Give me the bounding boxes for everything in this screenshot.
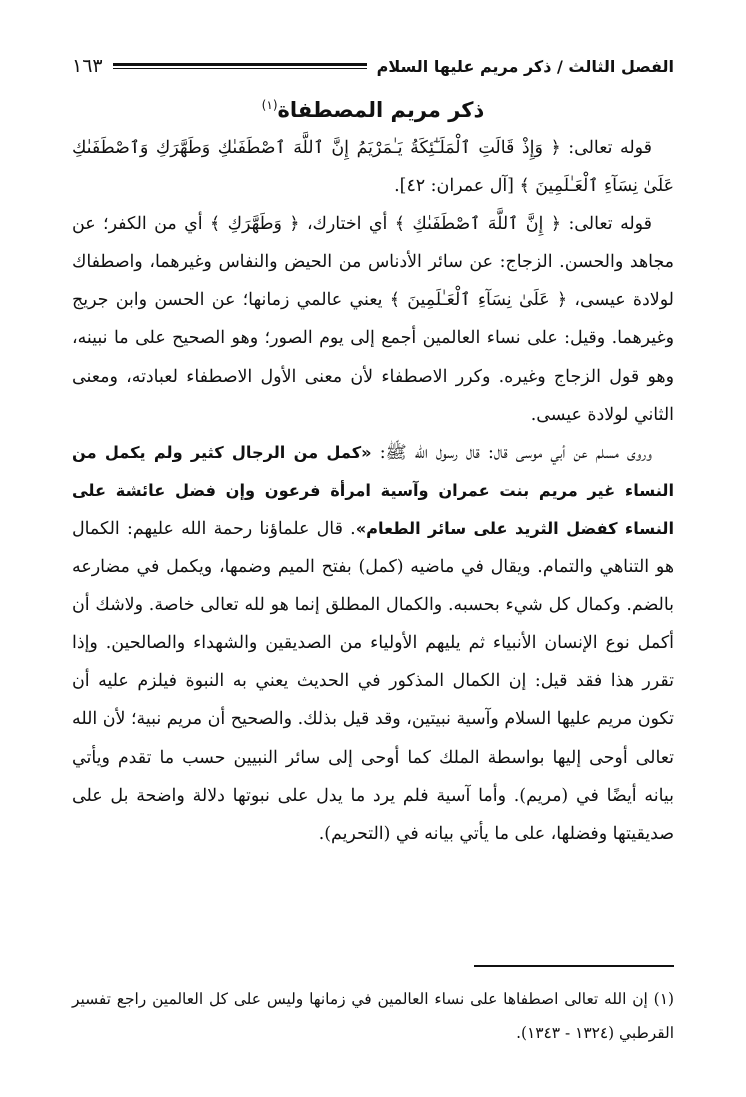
- footnote: [72, 982, 674, 1050]
- section-title: [0, 88, 746, 127]
- paragraph-verse: [72, 129, 674, 205]
- paragraph-tafsir: [72, 205, 674, 434]
- quran-verse: ﴿ وَإِذْ قَالَتِ ٱلْمَلَـٰٓئِكَةُ يَـٰمَرْيَمُ إِنَّ ٱللَّهَ ٱصْطَفَىٰكِ وَطَهَّرَكِ وَٱصْطَفَىٰكِ عَلَىٰ نِسَآءِ ٱلْعَـٰلَمِينَ ﴾: [72, 138, 674, 197]
- chapter-title: الفصل الثالث / ذكر مريم عليها السلام: [376, 56, 674, 76]
- footnote-rule: [474, 965, 674, 967]
- header-rule: [113, 63, 367, 69]
- section-title-text: ذكر مريم المصطفاة: [277, 98, 485, 122]
- paragraph-text: . قال علماؤنا رحمة الله عليهم: الكمال هو التناهي والتمام. ويقال في ماضيه (كمل) بفتح الميم وضمها، ويكمل في مضارعه بالضم. وكمال كل شيء بحسبه. والكمال المطلق إنما هو لله تعالى خاصة. ولاشك أن أكمل نوع الإنسان الأنبياء ثم يليهم الأولياء من الصديقين والشهداء والصالحين. وإذا تقرر هذا فقد قيل: إن الكمال المذكور في الحديث يعني به النبوة فيلزم عليه أن تكون مريم عليها السلام وآسية نبيتين، وقد قيل بذلك. والصحيح أن مريم نبية؛ لأن الله تعالى أوحى إليها بواسطة الملك كما أوحى إلى سائر النبيين حسب ما تقدم ويأتي بيانه أيضًا في (مريم). وأما آسية فلم يرد ما يدل على نبوتها دلالة واضحة بل على صديقيتها وفضلها، على ما يأتي بيانه في (التحريم).: [72, 518, 674, 844]
- quran-verse: ﴿ وَطَهَّرَكِ ﴾: [210, 214, 300, 235]
- paragraph-hadith: [72, 434, 674, 853]
- paragraph-text: يعني عالمي زمانها؛ عن الحسن وابن جريج وغيرهما. وقيل: على نساء العالمين أجمع إلى يوم الصور؛ وهو الصحيح على ما نبينه، وهو قول الزجاج وغيره. وكرر الاصطفاء لأن معنى الأول الاصطفاء لعبادته، ومعنى الثاني لولادة عيسى.: [72, 290, 674, 425]
- verse-reference: [آل عمران: ٤٢].: [394, 176, 520, 197]
- footnote-reference: (١): [261, 98, 278, 112]
- page-number: ١٦٣: [72, 55, 103, 77]
- quran-verse: ﴿ إِنَّ ٱللَّهَ ٱصْطَفَىٰكِ ﴾: [394, 214, 561, 235]
- paragraph-text: أي اختارك،: [299, 214, 395, 235]
- paragraph-text: قوله تعالى:: [561, 214, 652, 235]
- paragraph-text: أي من الكفر؛ عن مجاهد والحسن. الزجاج: عن سائر الأدناس من الحيض والنفاس وغيرهما، واصطفاك لولادة عيسى،: [72, 214, 674, 311]
- body-text: [72, 129, 674, 853]
- running-header: [72, 50, 674, 82]
- paragraph-text: قوله تعالى:: [560, 138, 652, 158]
- footnote-text: (١) إن الله تعالى اصطفاها على نساء العالمين في زمانها وليس على كل العالمين راجع تفسير القرطبي (١٣٢٤ - ١٣٤٣).: [72, 990, 674, 1042]
- paragraph-text: وروى مسلم عن أبي موسى قال: قال رسول الله ﷺ:: [371, 442, 652, 463]
- hadith-quote: «كمل من الرجال كثير ولم يكمل من النساء غير مريم بنت عمران وآسية امرأة فرعون وإن فضل عائشة على النساء كفضل الثريد على سائر الطعام»: [72, 442, 674, 538]
- quran-verse: ﴿ عَلَىٰ نِسَآءِ ٱلْعَـٰلَمِينَ ﴾: [389, 290, 568, 311]
